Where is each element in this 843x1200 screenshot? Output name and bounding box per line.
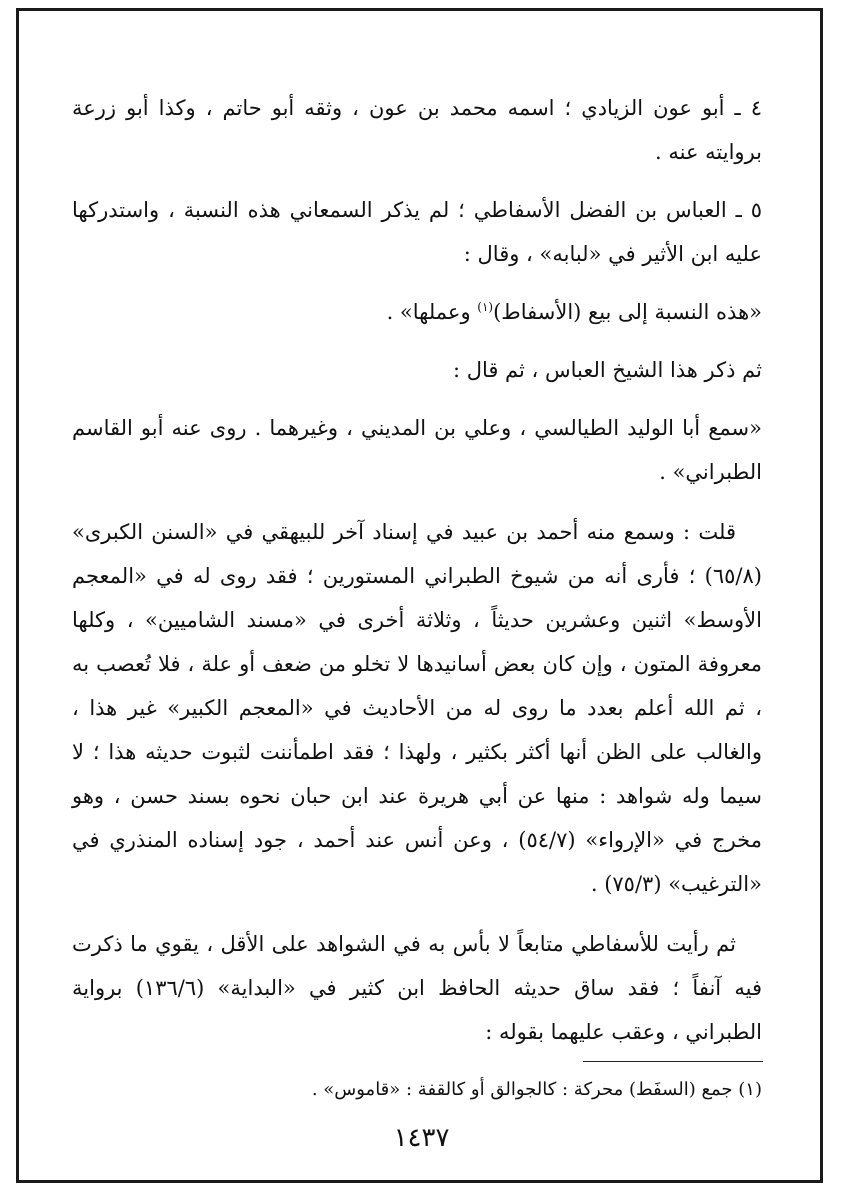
quote-nisba-text: «هذه النسبة إلى بيع (الأسفاط) bbox=[493, 300, 762, 324]
footnote-divider bbox=[583, 1061, 763, 1062]
main-text bbox=[72, 86, 762, 1070]
page-number: ١٤٣٧ bbox=[393, 1123, 450, 1153]
quote-nisba bbox=[72, 290, 762, 334]
quote-nisba-end: وعملها» . bbox=[386, 300, 478, 324]
paragraph-commentary: قلت : وسمع منه أحمد بن عبيد في إسناد آخر للبيهقي في «السنن الكبرى» (٦٥/٨) ؛ فأرى أنه من شيوخ الطبراني المستورين ؛ فقد روى له في «المعجم الأوسط» اثنين وعشرين حديثاً ، وثلاثة أخرى في «مسند الشاميين» ، وكلها معروفة المتون ، وإن كان بعض أسانيدها لا تخلو من ضعف أو علة ، فلا تُعصب به ، ثم الله أعلم بعدد ما روى له من الأحاديث في «المعجم الكبير» غير هذا ، والغالب على الظن أنها أكثر بكثير ، ولهذا ؛ فقد اطمأننت لثبوت حديثه هذا ؛ لا سيما وله شواهد : منها عن أبي هريرة عند ابن حبان نحوه بسند حسن ، وهو مخرج في «الإرواء» (٥٤/٧) ، وعن أنس عند أحمد ، جود إسناده المنذري في «الترغيب» (٧٥/٣) . bbox=[72, 520, 762, 896]
paragraph-4: ٤ ـ أبو عون الزيادي ؛ اسمه محمد بن عون ، وثقه أبو حاتم ، وكذا أبو زرعة بروايته عنه . bbox=[72, 96, 762, 164]
paragraph-then-mentioned: ثم ذكر هذا الشيخ العباس ، ثم قال : bbox=[452, 358, 762, 382]
paragraph-5: ٥ ـ العباس بن الفضل الأسفاطي ؛ لم يذكر السمعاني هذه النسبة ، واستدركها عليه ابن الأثير في «لبابه» ، وقال : bbox=[72, 198, 762, 266]
footnote: (١) جمع (السفَط) محركة : كالجوالق أو كالقفة : «قاموس» . bbox=[311, 1079, 762, 1100]
quote-heard: «سمع أبا الوليد الطيالسي ، وعلي بن المديني ، وغيرهما . روى عنه أبو القاسم الطبراني» . bbox=[72, 416, 762, 484]
footnote-reference: (١) bbox=[477, 300, 494, 314]
paragraph-follow-up: ثم رأيت للأسفاطي متابعاً لا بأس به في الشواهد على الأقل ، يقوي ما ذكرت فيه آنفاً ؛ فقد ساق حديثه الحافظ ابن كثير في «البداية» (١٣٦/٦) برواية الطبراني ، وعقب عليهما بقوله : bbox=[72, 932, 762, 1044]
